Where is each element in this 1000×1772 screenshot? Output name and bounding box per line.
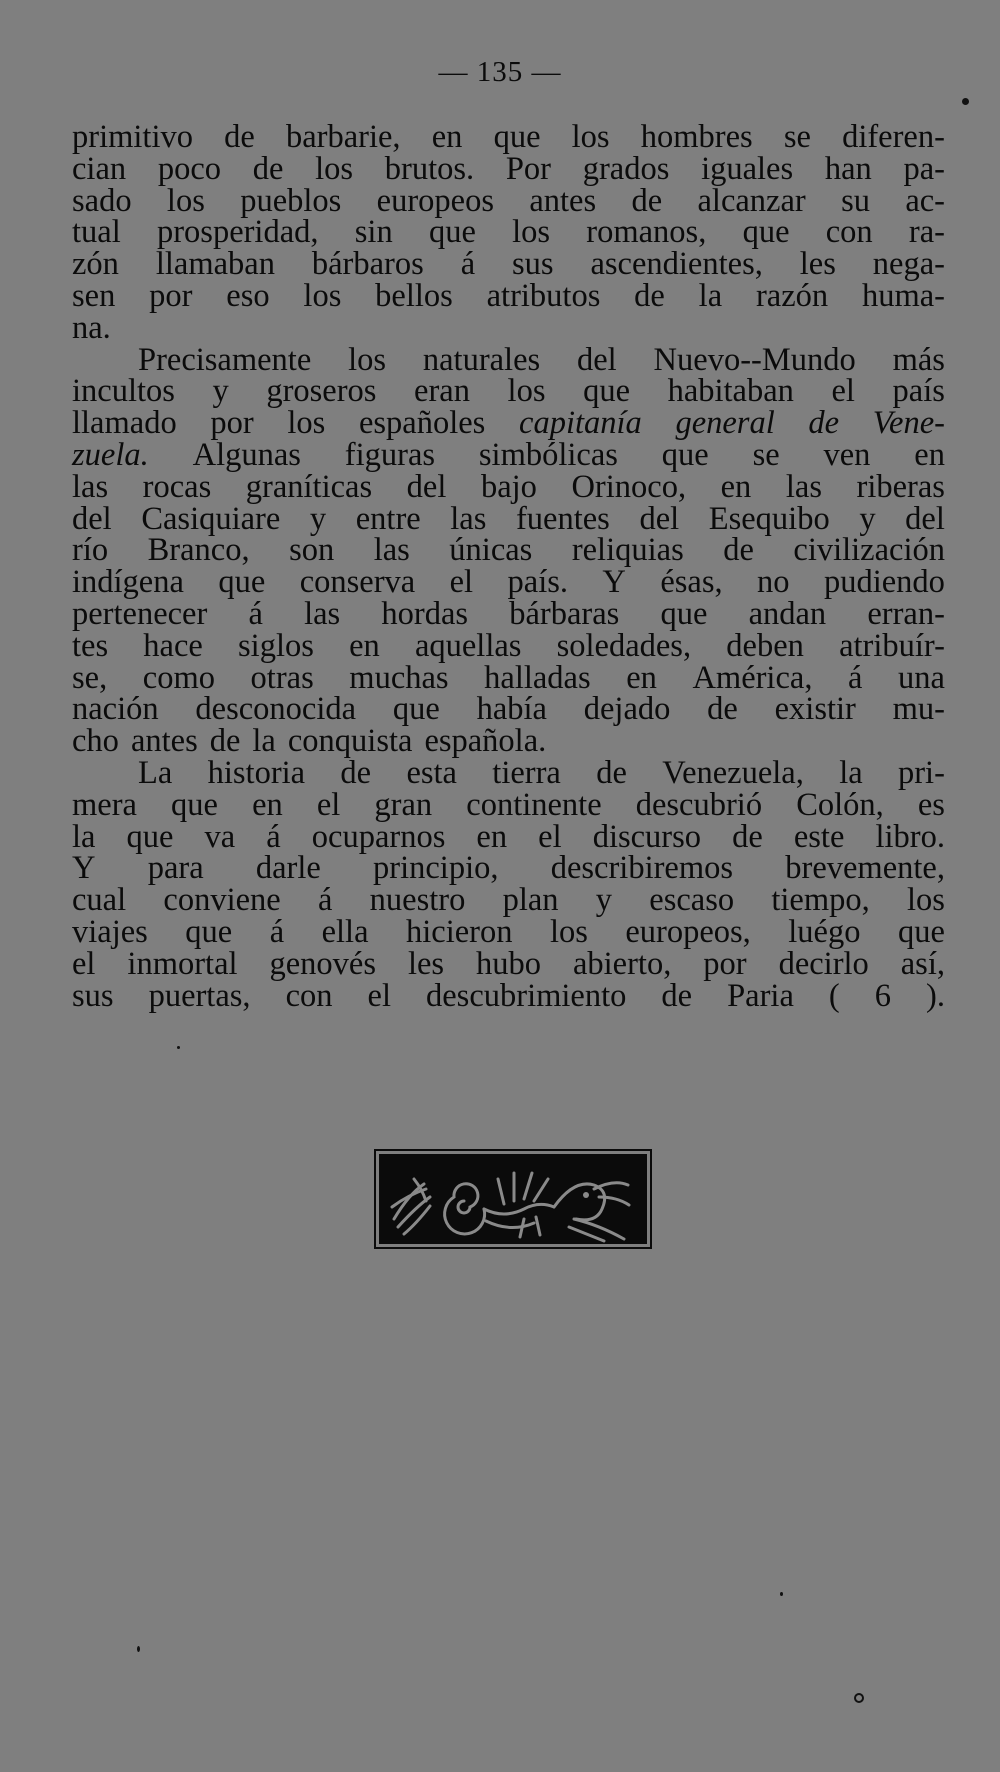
word: ocuparnos: [311, 818, 446, 855]
word: graníticas: [245, 468, 373, 505]
word: describiremos: [550, 850, 734, 887]
word: fuentes: [515, 500, 610, 537]
word: desconocida: [195, 691, 357, 728]
word: Casiquiare: [141, 500, 281, 537]
text-line: [72, 818, 945, 855]
text-line: [72, 564, 945, 601]
word: ac-: [905, 182, 945, 219]
word: de: [634, 277, 665, 314]
word: cual: [72, 882, 127, 919]
word: había: [476, 691, 547, 728]
word: ascendientes,: [590, 246, 763, 283]
word: los: [166, 182, 205, 219]
text-line: [72, 341, 945, 378]
word: y: [595, 882, 613, 919]
ink-speck: [962, 98, 969, 105]
word: en: [914, 436, 945, 473]
text-line: [72, 977, 945, 1014]
word: nuestro: [369, 882, 466, 919]
word: eso: [226, 277, 270, 314]
word: otras: [250, 659, 314, 696]
word: en: [476, 818, 508, 855]
word: pudiendo: [823, 564, 945, 601]
word: en: [431, 119, 463, 155]
word: reliquias: [571, 532, 684, 569]
word: á: [848, 659, 863, 696]
word: siglos: [238, 627, 314, 664]
word: ella: [321, 913, 369, 950]
word: en: [349, 627, 380, 664]
word: Por: [505, 150, 551, 187]
word: hubo: [476, 945, 542, 982]
word: alcanzar: [697, 182, 806, 219]
word: para: [147, 850, 204, 887]
word: que: [126, 818, 174, 855]
word: los: [315, 150, 354, 187]
word: á: [460, 246, 476, 283]
text-line: [72, 309, 945, 346]
text-line: [72, 945, 945, 982]
word: que: [171, 786, 218, 823]
word: las: [373, 532, 410, 569]
word: pertenecer: [72, 595, 208, 632]
word: Colón,: [796, 786, 884, 823]
word: que: [742, 214, 790, 251]
text-line: [72, 214, 945, 251]
word: Orinoco,: [571, 468, 687, 505]
word: europeos,: [625, 913, 751, 950]
word: continente: [466, 786, 602, 823]
ink-speck: [137, 1646, 140, 1652]
word: no: [757, 564, 790, 601]
word: las: [72, 468, 109, 505]
word: española.: [424, 723, 547, 760]
word: una: [898, 659, 945, 696]
word: 6: [874, 977, 891, 1014]
body-text: [72, 119, 945, 1014]
word: del: [577, 341, 617, 378]
word: las: [785, 468, 822, 505]
word: á: [266, 818, 281, 855]
word: han: [824, 150, 872, 187]
word: el: [72, 945, 96, 982]
word: bárbaras: [509, 595, 620, 632]
word: así,: [900, 945, 945, 982]
word: cho: [72, 723, 119, 760]
word: se: [783, 119, 811, 155]
word: bellos: [375, 277, 453, 314]
word: halladas: [484, 659, 591, 696]
word: tual: [72, 214, 121, 251]
word: bajo: [480, 468, 537, 505]
word: que: [218, 564, 266, 601]
word: del: [406, 468, 447, 505]
word: andan: [748, 595, 827, 632]
word: zón: [72, 246, 119, 283]
text-line: [72, 532, 945, 569]
word: zuela.: [72, 436, 149, 473]
word: groseros: [266, 373, 377, 410]
word: sen: [72, 277, 116, 314]
word: erran-: [867, 595, 945, 632]
word: pri-: [897, 754, 945, 791]
text-line: [72, 246, 945, 283]
word: general: [675, 405, 775, 442]
word: Algunas: [192, 436, 301, 473]
word: barbarie,: [285, 119, 401, 155]
word: prosperidad,: [156, 214, 319, 251]
word: pueblos: [240, 182, 342, 219]
word: de: [732, 818, 763, 855]
text-line: [72, 373, 945, 410]
word: que: [660, 595, 708, 632]
word: Y: [602, 564, 626, 601]
word: con: [825, 214, 873, 251]
word: diferen-: [842, 119, 945, 155]
text-line: [72, 468, 945, 505]
word: muchas: [349, 659, 449, 696]
word: la: [839, 754, 863, 791]
word: entre: [355, 500, 421, 537]
word: las: [450, 500, 487, 537]
word: puertas,: [148, 977, 251, 1014]
word: en: [720, 468, 752, 505]
word: este: [793, 818, 845, 855]
word: aquellas: [414, 627, 522, 664]
word: del: [72, 500, 112, 537]
word: antes: [130, 723, 198, 760]
word: conserva: [299, 564, 416, 601]
word: de: [631, 182, 663, 219]
word: nega-: [872, 246, 945, 283]
word: con: [285, 977, 333, 1014]
word: á: [248, 595, 263, 632]
word: capitanía: [519, 405, 642, 442]
word: que: [897, 913, 945, 950]
word: conquista: [287, 723, 413, 760]
word: hicieron: [405, 913, 513, 950]
word: pa-: [903, 150, 945, 187]
word: que: [185, 913, 233, 950]
word: españoles: [358, 405, 486, 442]
word: ven: [823, 436, 871, 473]
word: de: [224, 119, 255, 155]
word: los: [287, 405, 326, 442]
word: de: [252, 150, 284, 187]
word: país: [892, 373, 945, 410]
word: civilización: [793, 532, 945, 569]
word: riberas: [856, 468, 945, 505]
word: tiempo,: [771, 882, 870, 919]
word: va: [204, 818, 236, 855]
text-line: [72, 500, 945, 537]
word: Esequibo: [708, 500, 830, 537]
word: el: [449, 564, 474, 601]
word: escaso: [649, 882, 735, 919]
word: y: [212, 373, 229, 410]
text-line: [72, 659, 945, 696]
word: existir: [774, 691, 856, 728]
word: que: [392, 691, 440, 728]
word: la: [698, 277, 723, 314]
word: Precisamente: [138, 341, 312, 378]
word: país.: [507, 564, 568, 601]
word: brutos.: [384, 150, 475, 187]
word: descubrimiento: [426, 977, 627, 1014]
word: ésas,: [660, 564, 723, 601]
word: Nuevo--Mundo: [653, 341, 856, 378]
text-line: [72, 595, 945, 632]
word: que: [493, 119, 541, 155]
word: deben: [726, 627, 804, 664]
word: europeos: [376, 182, 494, 219]
word: las: [304, 595, 341, 632]
word: habitaban: [667, 373, 794, 410]
text-line: [72, 850, 945, 887]
word: ra-: [908, 214, 945, 251]
word: en: [626, 659, 657, 696]
word: tes: [72, 627, 109, 664]
word: los: [549, 913, 588, 950]
text-line: [72, 723, 945, 760]
word: como: [142, 659, 215, 696]
word: simbólicas: [478, 436, 618, 473]
word: mu-: [892, 691, 945, 728]
word: en: [252, 786, 283, 823]
word: los: [507, 373, 546, 410]
word: que: [661, 436, 709, 473]
word: los: [303, 277, 342, 314]
text-line: [72, 150, 945, 187]
word: que: [428, 214, 476, 251]
word: principio,: [373, 850, 499, 887]
word: La: [138, 754, 173, 791]
word: plan: [502, 882, 559, 919]
text-line: [72, 119, 945, 155]
word: eran: [414, 373, 470, 410]
page-number: — 135 —: [438, 56, 562, 88]
word: hordas: [381, 595, 469, 632]
word: esta: [406, 754, 457, 791]
word: descubrió: [635, 786, 763, 823]
word: atribuír-: [839, 627, 945, 664]
word: atributos: [486, 277, 601, 314]
word: por: [210, 405, 254, 442]
word: Vene-: [872, 405, 945, 442]
word: de: [661, 977, 693, 1014]
word: nación: [72, 691, 159, 728]
word: Venezuela,: [662, 754, 804, 791]
word: viajes: [72, 913, 148, 950]
word: discurso: [592, 818, 702, 855]
sea-serpent-vignette-icon: [374, 1149, 652, 1249]
text-line: [72, 691, 945, 728]
word: dejado: [583, 691, 671, 728]
word: historia: [207, 754, 306, 791]
word: sus: [72, 977, 114, 1014]
text-line: [72, 786, 945, 823]
word: Paria: [727, 977, 794, 1014]
text-line: [72, 627, 945, 664]
word: más: [892, 341, 945, 378]
word: Y: [72, 850, 96, 887]
word: razón: [755, 277, 829, 314]
word: Branco,: [147, 532, 250, 569]
word: por: [703, 945, 747, 982]
word: llamado: [72, 405, 177, 442]
word: incultos: [72, 373, 175, 410]
word: romanos,: [586, 214, 707, 251]
word: poco: [157, 150, 222, 187]
word: les: [799, 246, 836, 283]
word: el: [367, 977, 391, 1014]
word: huma-: [861, 277, 945, 314]
word: bárbaros: [311, 246, 424, 283]
word: (: [828, 977, 840, 1014]
word: es: [917, 786, 945, 823]
word: hace: [143, 627, 203, 664]
word: y: [309, 500, 327, 537]
word: de: [209, 723, 241, 760]
word: á: [269, 913, 285, 950]
word: decirlo: [778, 945, 869, 982]
ink-speck: [780, 1592, 783, 1596]
word: conviene: [163, 882, 281, 919]
word: tierra: [492, 754, 561, 791]
text-line: [72, 754, 945, 791]
word: sus: [512, 246, 554, 283]
word: el: [831, 373, 855, 410]
word: gran: [374, 786, 433, 823]
word: brevemente,: [785, 850, 945, 887]
word: primitivo: [72, 119, 193, 155]
word: libro.: [875, 818, 945, 855]
word: los: [907, 882, 945, 919]
word: cian: [72, 150, 127, 187]
word: los: [571, 119, 610, 155]
word: indígena: [72, 564, 184, 601]
text-line: [72, 277, 945, 314]
word: río: [72, 532, 109, 569]
word: y: [859, 500, 876, 537]
word: figuras: [344, 436, 436, 473]
word: darle: [255, 850, 321, 887]
word: sin: [354, 214, 393, 251]
text-line: [72, 182, 945, 219]
word: de: [808, 405, 840, 442]
word: de: [723, 532, 754, 569]
word: los: [348, 341, 387, 378]
text-line: [72, 882, 945, 919]
word: luégo: [788, 913, 861, 950]
word: son: [289, 532, 335, 569]
word: na.: [72, 309, 111, 346]
word: de: [596, 754, 627, 791]
word: grados: [582, 150, 670, 187]
word: les: [407, 945, 445, 982]
word: del: [905, 500, 945, 537]
word: de: [340, 754, 372, 791]
word: mera: [72, 786, 137, 823]
word: abierto,: [572, 945, 672, 982]
text-line: [72, 436, 945, 473]
word: se: [752, 436, 780, 473]
word: soledades,: [556, 627, 692, 664]
text-line: [72, 405, 945, 442]
word: antes: [529, 182, 597, 219]
word: el: [538, 818, 562, 855]
word: únicas: [449, 532, 533, 569]
word: iguales: [701, 150, 794, 187]
word: rocas: [142, 468, 212, 505]
word: la: [252, 723, 276, 760]
ink-speck: [177, 1046, 180, 1049]
word: sado: [72, 182, 132, 219]
word: llamaban: [155, 246, 275, 283]
word: á: [317, 882, 333, 919]
word: inmortal: [127, 945, 238, 982]
word: naturales: [422, 341, 541, 378]
ink-speck: [854, 1693, 864, 1703]
word: de: [707, 691, 738, 728]
word: la: [72, 818, 96, 855]
word: ).: [926, 977, 945, 1014]
word: del: [639, 500, 680, 537]
word: que: [583, 373, 630, 410]
word: genovés: [269, 945, 376, 982]
word: se,: [72, 659, 108, 696]
word: los: [512, 214, 551, 251]
word: el: [316, 786, 341, 823]
text-line: [72, 913, 945, 950]
word: hombres: [640, 119, 753, 155]
word: por: [149, 277, 193, 314]
word: su: [841, 182, 870, 219]
word: América,: [692, 659, 813, 696]
